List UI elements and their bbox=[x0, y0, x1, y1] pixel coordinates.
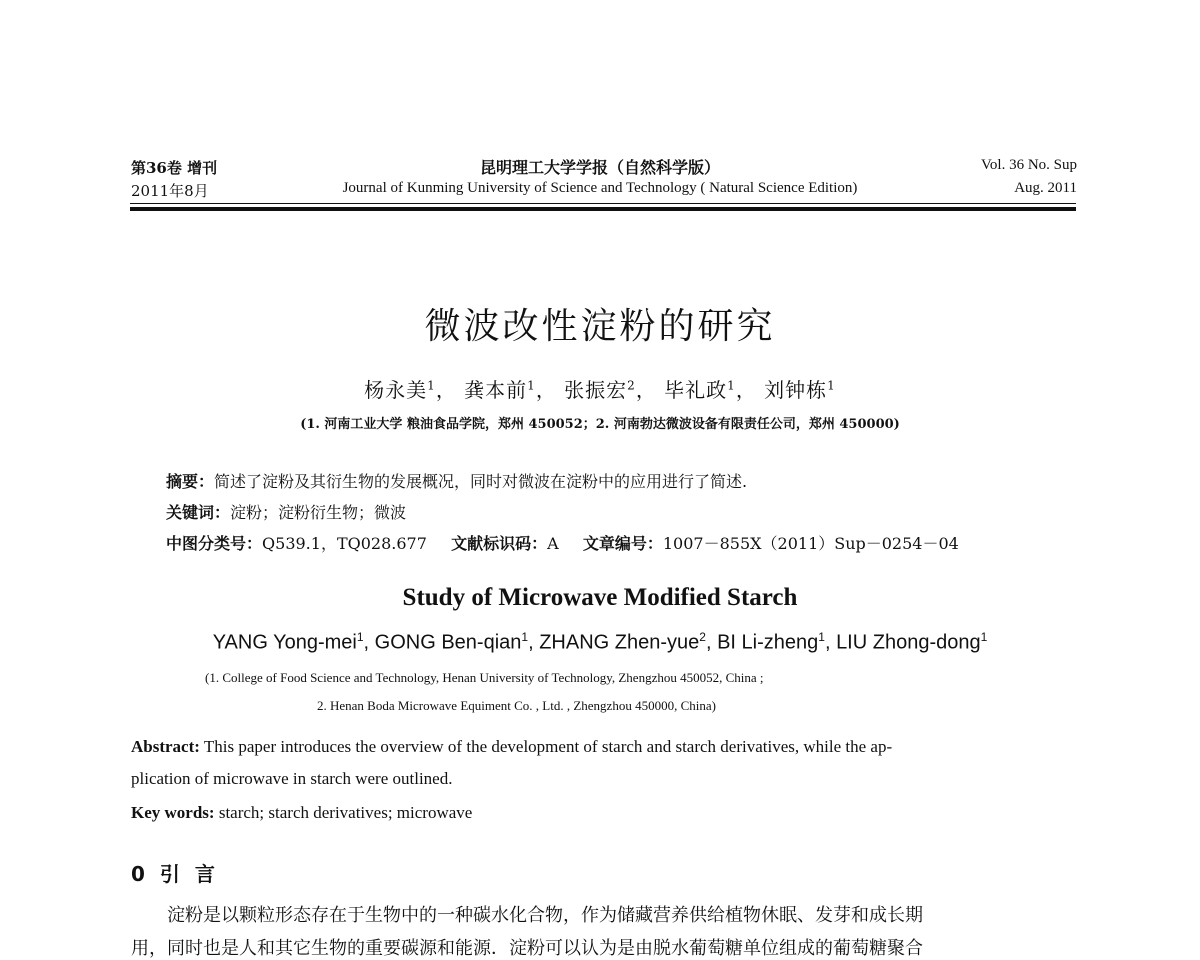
date-en: Aug. 2011 bbox=[1014, 180, 1077, 196]
author-en: GONG Ben-qian bbox=[374, 631, 522, 654]
article-label: 文章编号： bbox=[582, 534, 663, 553]
author-cn-sup: 1 bbox=[527, 378, 536, 393]
volume-cn: 第36卷 增刊 bbox=[131, 159, 218, 177]
author-cn: 龚本前 bbox=[464, 378, 528, 402]
author-cn: 刘钟栋 bbox=[764, 378, 828, 402]
header-rule-thick bbox=[130, 207, 1076, 211]
article-text: 1007－855X（2011）Sup－0254－04 bbox=[662, 534, 959, 553]
doc-label: 文献标识码： bbox=[451, 534, 548, 553]
section-heading: 0 引 言 bbox=[131, 862, 219, 886]
author-en-sup: 1 bbox=[521, 630, 529, 644]
class-label: 中图分类号： bbox=[166, 534, 263, 553]
author-cn-sup: 1 bbox=[727, 378, 736, 393]
author-cn: 杨永美 bbox=[364, 378, 428, 402]
abstract-en-text-1: This paper introduces the overview of the development of starch and starch derivatives, while the ap- bbox=[203, 737, 893, 756]
keywords-cn bbox=[166, 500, 406, 523]
keywords-en-text: starch; starch derivatives; microwave bbox=[218, 803, 473, 822]
keywords-cn-label: 关键词： bbox=[166, 503, 231, 522]
body-line-2: 用，同时也是人和其它生物的重要碳源和能源．淀粉可以认为是由脱水葡萄糖单位组成的葡萄糖聚合 bbox=[131, 938, 923, 959]
keywords-en bbox=[131, 803, 472, 823]
class-text: Q539.1，TQ028.677 bbox=[262, 534, 427, 553]
title-en: Study of Microwave Modified Starch bbox=[402, 584, 798, 611]
author-cn: 毕礼政 bbox=[664, 378, 728, 402]
volume-en: Vol. 36 No. Sup bbox=[981, 157, 1077, 173]
doc-text: A bbox=[547, 534, 559, 553]
abstract-en-line2: plication of microwave in starch were outlined. bbox=[131, 769, 453, 788]
classification-cn bbox=[166, 531, 959, 554]
author-en-sup: 1 bbox=[818, 630, 825, 644]
author-cn: 张振宏 bbox=[564, 378, 628, 402]
keywords-en-label: Key words: bbox=[131, 803, 215, 822]
author-cn-sup: 1 bbox=[827, 378, 836, 393]
affiliation-en-2: 2. Henan Boda Microwave Equiment Co. , Ltd. , Zhengzhou 450000, China) bbox=[317, 698, 716, 713]
author-en: YANG Yong-mei bbox=[212, 631, 357, 654]
date-cn: 2011年8月 bbox=[131, 182, 209, 200]
affiliation-en-1: (1. College of Food Science and Technology, Henan University of Technology, Zhengzhou 450052, China ; bbox=[205, 670, 764, 685]
journal-title-en: Journal of Kunming University of Science and Technology ( Natural Science Edition) bbox=[342, 180, 858, 196]
affiliation-cn: (1. 河南工业大学 粮油食品学院，郑州 450052；2. 河南勃达微波设备有限责任公司，郑州 450000) bbox=[300, 417, 900, 432]
abstract-en-line1 bbox=[131, 737, 892, 757]
abstract-en-label: Abstract: bbox=[131, 737, 200, 756]
author-cn-sup: 1 bbox=[427, 378, 436, 393]
abstract-cn-label: 摘要： bbox=[166, 472, 215, 491]
keywords-cn-text: 淀粉；淀粉衍生物；微波 bbox=[230, 503, 407, 522]
author-en: ZHANG Zhen-yue bbox=[539, 631, 700, 654]
author-en: BI Li-zheng bbox=[717, 631, 819, 654]
authors-cn: 杨永美$^1$， 龚本前$^1$， 张振宏$^2$， 毕礼政$^1$， 刘钟栋$^1$ bbox=[364, 378, 836, 402]
journal-title-cn: 昆明理工大学学报（自然科学版） bbox=[479, 158, 720, 177]
author-en-sup: 1 bbox=[980, 630, 988, 644]
abstract-cn bbox=[166, 469, 747, 492]
title-cn: 微波改性淀粉的研究 bbox=[424, 306, 776, 347]
author-en: LIU Zhong-dong bbox=[836, 631, 981, 654]
author-en-sup: 2 bbox=[699, 630, 706, 644]
author-cn-sup: 2 bbox=[627, 378, 636, 393]
authors-en: YANG Yong-mei$^1$, GONG Ben-qian$^1$, ZHANG Zhen-yue$^2$, BI Li-zheng$^1$, LIU Zhong-dong$^1$ bbox=[212, 630, 988, 654]
author-en-sup: 1 bbox=[356, 630, 364, 644]
abstract-cn-text: 简述了淀粉及其衍生物的发展概况，同时对微波在淀粉中的应用进行了简述. bbox=[214, 472, 748, 491]
body-line-1: 淀粉是以颗粒形态存在于生物中的一种碳水化合物，作为储藏营养供给植物休眠、发芽和成长期 bbox=[167, 905, 923, 926]
header-rule-thin bbox=[130, 203, 1076, 204]
